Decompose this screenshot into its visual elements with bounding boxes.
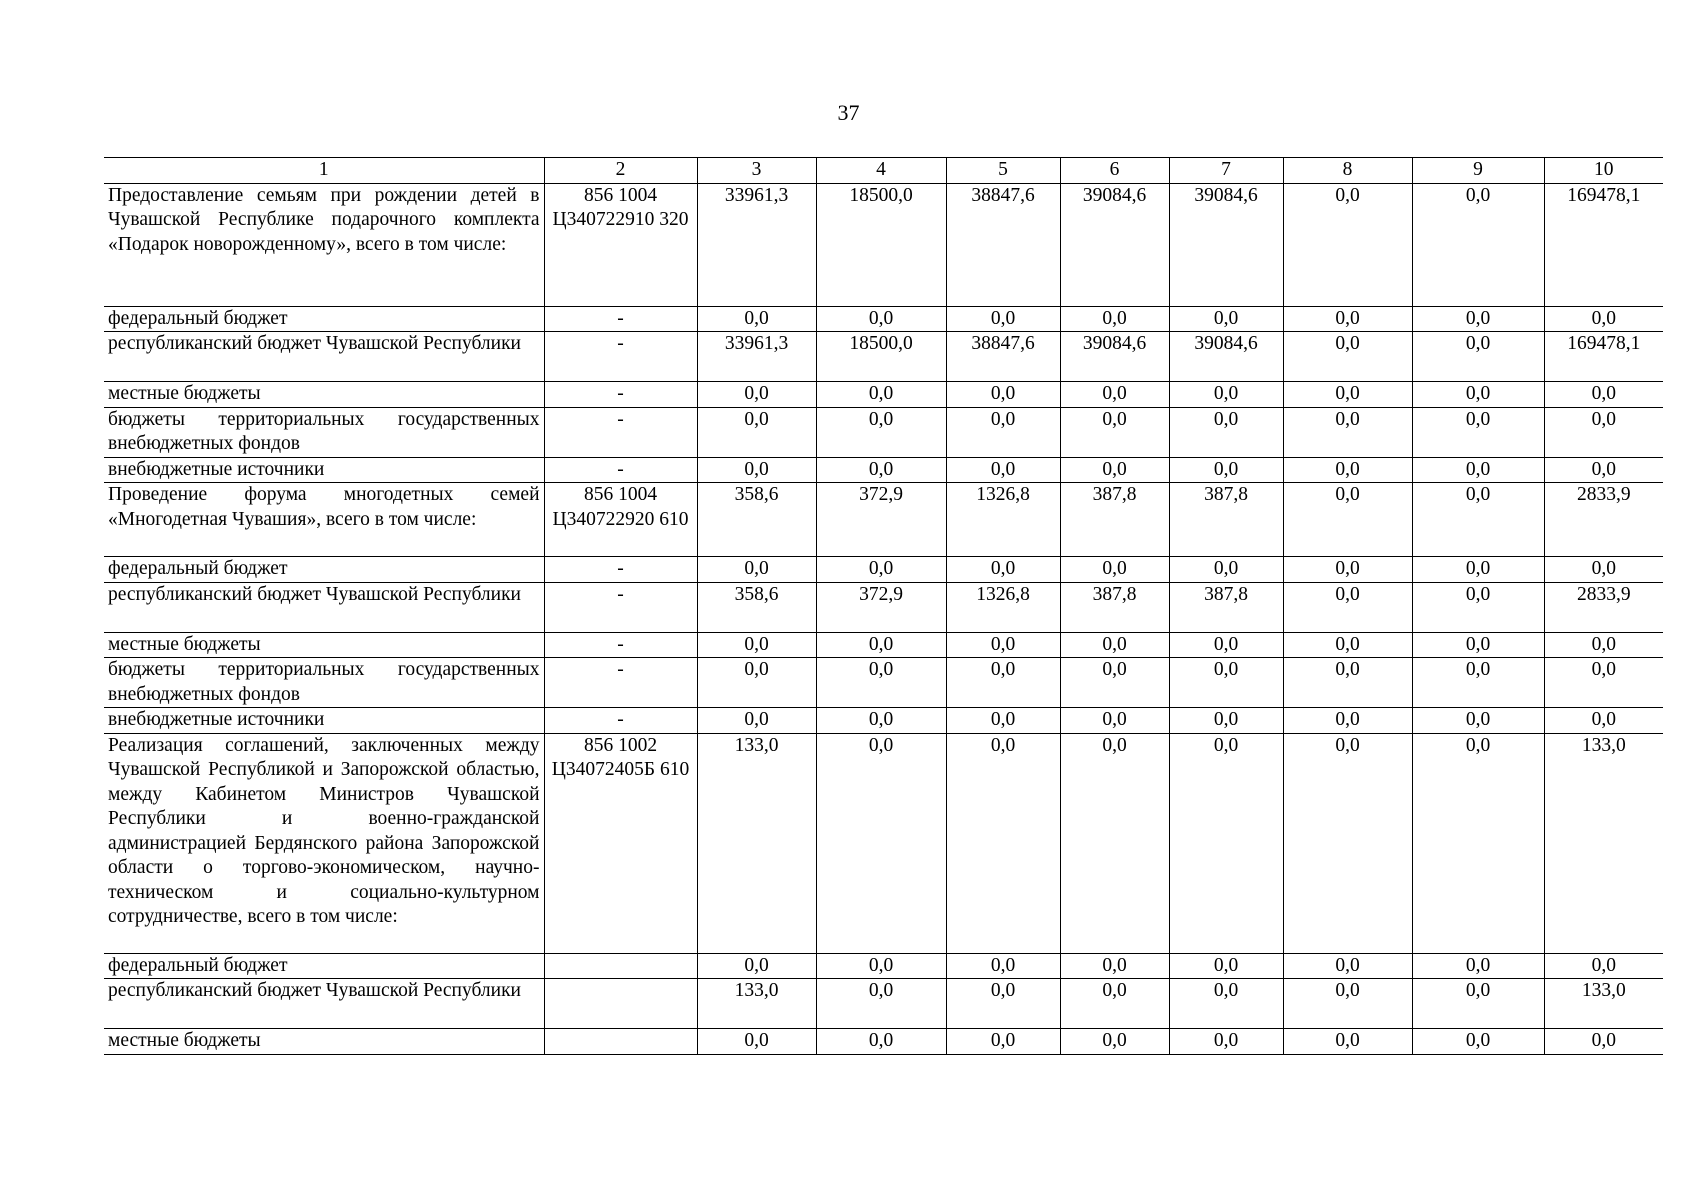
value-cell: 0,0 [1169, 457, 1283, 483]
value-cell: 0,0 [697, 407, 816, 457]
value-cell: 0,0 [1169, 953, 1283, 979]
row-label: бюджеты территориальных государственных внебюджетных фондов [104, 658, 544, 708]
table-row [104, 382, 1663, 408]
value-cell: 0,0 [1544, 457, 1663, 483]
value-cell: 0,0 [1412, 382, 1544, 408]
value-cell: 0,0 [1169, 557, 1283, 583]
value-cell: 0,0 [1544, 708, 1663, 734]
value-cell: 39084,6 [1169, 183, 1283, 306]
value-cell: 0,0 [816, 658, 946, 708]
value-cell: 0,0 [1544, 1029, 1663, 1055]
row-label: республиканский бюджет Чувашской Республики [104, 979, 544, 1029]
value-cell: 133,0 [1544, 733, 1663, 953]
value-cell: 0,0 [946, 979, 1060, 1029]
value-cell: 1326,8 [946, 483, 1060, 557]
value-cell: 0,0 [816, 708, 946, 734]
value-cell: 0,0 [946, 708, 1060, 734]
column-header: 10 [1544, 158, 1663, 184]
value-cell: 18500,0 [816, 183, 946, 306]
table-row [104, 407, 1663, 457]
value-cell: 0,0 [946, 1029, 1060, 1055]
value-cell: 0,0 [816, 1029, 946, 1055]
value-cell: 0,0 [946, 306, 1060, 332]
value-cell: 33961,3 [697, 183, 816, 306]
column-header: 2 [544, 158, 697, 184]
value-cell: 0,0 [946, 382, 1060, 408]
value-cell: 0,0 [1283, 183, 1412, 306]
value-cell: 0,0 [697, 557, 816, 583]
value-cell: 358,6 [697, 582, 816, 632]
table-row [104, 332, 1663, 382]
budget-code-cell: - [544, 382, 697, 408]
value-cell: 0,0 [816, 632, 946, 658]
value-cell: 0,0 [1060, 979, 1169, 1029]
value-cell: 0,0 [1412, 953, 1544, 979]
value-cell: 0,0 [1412, 332, 1544, 382]
row-label: федеральный бюджет [104, 306, 544, 332]
value-cell: 0,0 [1283, 483, 1412, 557]
row-label: внебюджетные источники [104, 457, 544, 483]
row-label: внебюджетные источники [104, 708, 544, 734]
row-label: республиканский бюджет Чувашской Республики [104, 582, 544, 632]
budget-code-cell: 856 1002 Ц34072405Б 610 [544, 733, 697, 953]
value-cell: 387,8 [1169, 582, 1283, 632]
row-label: бюджеты территориальных государственных внебюджетных фондов [104, 407, 544, 457]
value-cell: 0,0 [697, 708, 816, 734]
value-cell: 0,0 [1060, 708, 1169, 734]
budget-code-cell: - [544, 306, 697, 332]
value-cell: 18500,0 [816, 332, 946, 382]
value-cell: 133,0 [1544, 979, 1663, 1029]
value-cell: 0,0 [946, 457, 1060, 483]
value-cell: 0,0 [1544, 658, 1663, 708]
budget-code-cell: - [544, 658, 697, 708]
row-label: местные бюджеты [104, 632, 544, 658]
row-label: федеральный бюджет [104, 557, 544, 583]
value-cell: 372,9 [816, 582, 946, 632]
value-cell: 0,0 [816, 407, 946, 457]
value-cell: 0,0 [1283, 1029, 1412, 1055]
column-number-row [104, 158, 1663, 184]
value-cell: 33961,3 [697, 332, 816, 382]
value-cell: 0,0 [1283, 953, 1412, 979]
value-cell: 0,0 [946, 733, 1060, 953]
value-cell: 0,0 [1544, 953, 1663, 979]
value-cell: 0,0 [816, 979, 946, 1029]
value-cell: 0,0 [1412, 457, 1544, 483]
value-cell: 0,0 [697, 658, 816, 708]
value-cell: 0,0 [697, 632, 816, 658]
value-cell: 0,0 [1283, 332, 1412, 382]
value-cell: 0,0 [1060, 306, 1169, 332]
value-cell: 0,0 [946, 557, 1060, 583]
budget-code-cell [544, 953, 697, 979]
value-cell: 0,0 [1283, 457, 1412, 483]
value-cell: 39084,6 [1060, 332, 1169, 382]
value-cell: 0,0 [1169, 979, 1283, 1029]
value-cell: 0,0 [1283, 708, 1412, 734]
value-cell: 2833,9 [1544, 582, 1663, 632]
value-cell: 169478,1 [1544, 183, 1663, 306]
value-cell: 0,0 [1169, 382, 1283, 408]
value-cell: 0,0 [1544, 382, 1663, 408]
value-cell: 0,0 [946, 407, 1060, 457]
row-label: федеральный бюджет [104, 953, 544, 979]
budget-code-cell: - [544, 632, 697, 658]
table-row [104, 708, 1663, 734]
value-cell: 0,0 [1169, 632, 1283, 658]
row-label: местные бюджеты [104, 382, 544, 408]
value-cell: 38847,6 [946, 183, 1060, 306]
value-cell: 358,6 [697, 483, 816, 557]
table-row [104, 582, 1663, 632]
row-label: Реализация соглашений, заключенных между Чувашской Республикой и Запорожской областью, между Кабинетом Министров Чувашской Республики и военно-гражданской администрацией Бердянского района Запорожской области о торгово-экономическом, научно-техническом и социально-культурном сотрудничестве, всего в том числе: [104, 733, 544, 953]
value-cell: 0,0 [816, 953, 946, 979]
value-cell: 0,0 [1060, 557, 1169, 583]
value-cell: 0,0 [697, 382, 816, 408]
budget-code-cell [544, 979, 697, 1029]
value-cell: 0,0 [1283, 632, 1412, 658]
value-cell: 0,0 [1060, 407, 1169, 457]
value-cell: 0,0 [1169, 733, 1283, 953]
value-cell: 0,0 [1544, 557, 1663, 583]
value-cell: 0,0 [1283, 582, 1412, 632]
value-cell: 0,0 [1060, 658, 1169, 708]
column-header: 6 [1060, 158, 1169, 184]
value-cell: 0,0 [1544, 632, 1663, 658]
table-row [104, 632, 1663, 658]
table-row [104, 1029, 1663, 1055]
value-cell: 0,0 [697, 457, 816, 483]
table-row [104, 557, 1663, 583]
column-header: 5 [946, 158, 1060, 184]
budget-table [104, 157, 1663, 1055]
budget-code-cell: - [544, 407, 697, 457]
budget-code-cell: 856 1004 Ц340722910 320 [544, 183, 697, 306]
value-cell: 0,0 [946, 953, 1060, 979]
value-cell: 0,0 [697, 1029, 816, 1055]
value-cell: 0,0 [1544, 407, 1663, 457]
value-cell: 0,0 [1060, 382, 1169, 408]
value-cell: 0,0 [946, 632, 1060, 658]
row-label: Проведение форума многодетных семей «Многодетная Чувашия», всего в том числе: [104, 483, 544, 557]
value-cell: 0,0 [1412, 483, 1544, 557]
value-cell: 0,0 [1060, 1029, 1169, 1055]
value-cell: 38847,6 [946, 332, 1060, 382]
budget-code-cell: 856 1004 Ц340722920 610 [544, 483, 697, 557]
value-cell: 0,0 [1412, 582, 1544, 632]
budget-code-cell: - [544, 457, 697, 483]
value-cell: 0,0 [1283, 407, 1412, 457]
value-cell: 0,0 [816, 457, 946, 483]
value-cell: 0,0 [1169, 1029, 1283, 1055]
value-cell: 133,0 [697, 979, 816, 1029]
column-header: 3 [697, 158, 816, 184]
value-cell: 39084,6 [1060, 183, 1169, 306]
table-row [104, 183, 1663, 306]
value-cell: 0,0 [1060, 733, 1169, 953]
value-cell: 133,0 [697, 733, 816, 953]
value-cell: 0,0 [1283, 306, 1412, 332]
value-cell: 0,0 [1412, 1029, 1544, 1055]
value-cell: 387,8 [1060, 483, 1169, 557]
value-cell: 0,0 [1412, 183, 1544, 306]
table-row [104, 979, 1663, 1029]
row-label: республиканский бюджет Чувашской Республики [104, 332, 544, 382]
value-cell: 0,0 [946, 658, 1060, 708]
value-cell: 0,0 [1169, 407, 1283, 457]
budget-code-cell [544, 1029, 697, 1055]
table-row [104, 733, 1663, 953]
table-row [104, 658, 1663, 708]
value-cell: 0,0 [816, 733, 946, 953]
value-cell: 0,0 [1060, 632, 1169, 658]
value-cell: 2833,9 [1544, 483, 1663, 557]
column-header: 9 [1412, 158, 1544, 184]
budget-code-cell: - [544, 582, 697, 632]
value-cell: 39084,6 [1169, 332, 1283, 382]
column-header: 8 [1283, 158, 1412, 184]
value-cell: 0,0 [1412, 306, 1544, 332]
value-cell: 0,0 [1283, 382, 1412, 408]
value-cell: 0,0 [816, 557, 946, 583]
value-cell: 0,0 [816, 382, 946, 408]
budget-code-cell: - [544, 332, 697, 382]
table-row [104, 953, 1663, 979]
value-cell: 0,0 [697, 953, 816, 979]
value-cell: 0,0 [1412, 632, 1544, 658]
value-cell: 0,0 [1169, 708, 1283, 734]
value-cell: 0,0 [1060, 953, 1169, 979]
value-cell: 0,0 [1169, 658, 1283, 708]
value-cell: 169478,1 [1544, 332, 1663, 382]
value-cell: 0,0 [1412, 733, 1544, 953]
value-cell: 0,0 [697, 306, 816, 332]
column-header: 7 [1169, 158, 1283, 184]
value-cell: 0,0 [1412, 979, 1544, 1029]
value-cell: 0,0 [1283, 557, 1412, 583]
value-cell: 372,9 [816, 483, 946, 557]
value-cell: 387,8 [1060, 582, 1169, 632]
column-header: 1 [104, 158, 544, 184]
value-cell: 0,0 [1412, 708, 1544, 734]
row-label: местные бюджеты [104, 1029, 544, 1055]
value-cell: 0,0 [1060, 457, 1169, 483]
value-cell: 0,0 [1412, 658, 1544, 708]
budget-code-cell: - [544, 557, 697, 583]
value-cell: 0,0 [1283, 658, 1412, 708]
value-cell: 0,0 [1412, 407, 1544, 457]
row-label: Предоставление семьям при рождении детей в Чувашской Республике подарочного комплекта «Подарок новорожденному», всего в том числе: [104, 183, 544, 306]
value-cell: 1326,8 [946, 582, 1060, 632]
value-cell: 0,0 [1544, 306, 1663, 332]
value-cell: 0,0 [1283, 733, 1412, 953]
table-row [104, 306, 1663, 332]
value-cell: 0,0 [1169, 306, 1283, 332]
budget-code-cell: - [544, 708, 697, 734]
value-cell: 387,8 [1169, 483, 1283, 557]
value-cell: 0,0 [1412, 557, 1544, 583]
value-cell: 0,0 [1283, 979, 1412, 1029]
column-header: 4 [816, 158, 946, 184]
table-row [104, 457, 1663, 483]
page-number: 37 [837, 100, 860, 125]
value-cell: 0,0 [816, 306, 946, 332]
table-row [104, 483, 1663, 557]
